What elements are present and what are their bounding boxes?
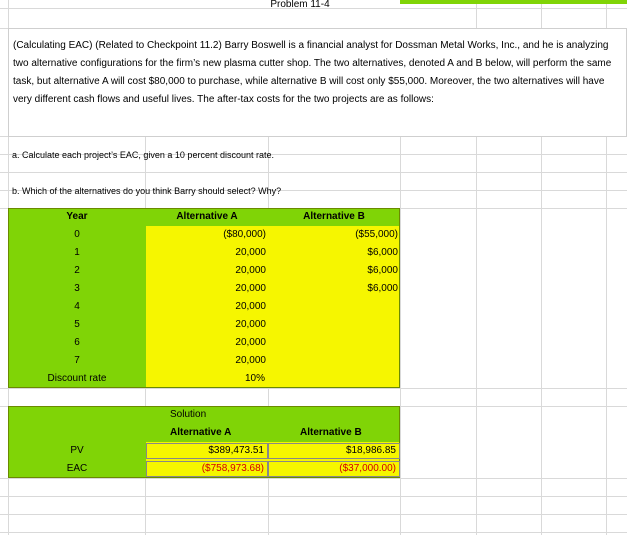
alt-a-cell[interactable]: 20,000: [235, 319, 266, 330]
problem-text: (Calculating EAC) (Related to Checkpoint 11.2) Barry Boswell is a financial analyst for Dossman Metal Works, Inc., and he is analyzing two alternative configurations for the firm’s new plasma cutter shop. The two alternatives, denoted A and B below, will perform the same task, but alternative A will cost $80,000 to purchase, while alternative B will cost only $55,000. Moreover, the two alternatives will have very different cash flows and useful lives. The after-tax costs for the two projects are as follows:: [13, 40, 612, 105]
solution-header-alt-a: Alternative A: [170, 427, 232, 438]
pv-a-value: $389,473.51: [208, 445, 264, 456]
year-cell[interactable]: 4: [74, 301, 80, 312]
alt-a-cell[interactable]: 20,000: [235, 265, 266, 276]
alt-a-cell[interactable]: 20,000: [235, 301, 266, 312]
alt-b-cell[interactable]: ($55,000): [355, 229, 398, 240]
header-alt-b: Alternative B: [303, 211, 365, 222]
question-b: b. Which of the alternatives do you think Barry should select? Why?: [12, 186, 282, 196]
year-cell[interactable]: 0: [74, 229, 80, 240]
year-cell[interactable]: 7: [74, 355, 80, 366]
alt-a-cell[interactable]: 20,000: [235, 247, 266, 258]
pv-label: PV: [70, 445, 84, 456]
alt-a-cell[interactable]: 20,000: [235, 283, 266, 294]
eac-label: EAC: [66, 463, 88, 474]
eac-a-value: ($758,973.68): [201, 463, 264, 474]
discount-rate-value[interactable]: 10%: [244, 373, 265, 384]
solution-header-alt-b: Alternative B: [300, 427, 362, 438]
header-year: Year: [66, 211, 88, 222]
year-cell[interactable]: 5: [74, 319, 80, 330]
alt-a-cell[interactable]: 20,000: [235, 337, 266, 348]
discount-rate-label: Discount rate: [47, 373, 107, 384]
header-alt-a: Alternative A: [176, 211, 238, 222]
year-cell[interactable]: 6: [74, 337, 80, 348]
year-cell[interactable]: 1: [74, 247, 80, 258]
year-cell[interactable]: 3: [74, 283, 80, 294]
year-cell[interactable]: 2: [74, 265, 80, 276]
page-title: Problem 11-4: [270, 0, 330, 10]
solution-title: Solution: [170, 409, 207, 420]
alt-a-cell[interactable]: ($80,000): [223, 229, 266, 240]
pv-b-value: $18,986.85: [345, 445, 396, 456]
alt-b-cell[interactable]: $6,000: [367, 265, 398, 276]
alt-a-cell[interactable]: 20,000: [235, 355, 266, 366]
question-a: a. Calculate each project’s EAC, given a 10 percent discount rate.: [12, 150, 274, 160]
alt-b-cell[interactable]: $6,000: [367, 247, 398, 258]
eac-b-value: ($37,000.00): [339, 463, 396, 474]
alt-b-cell[interactable]: $6,000: [367, 283, 398, 294]
